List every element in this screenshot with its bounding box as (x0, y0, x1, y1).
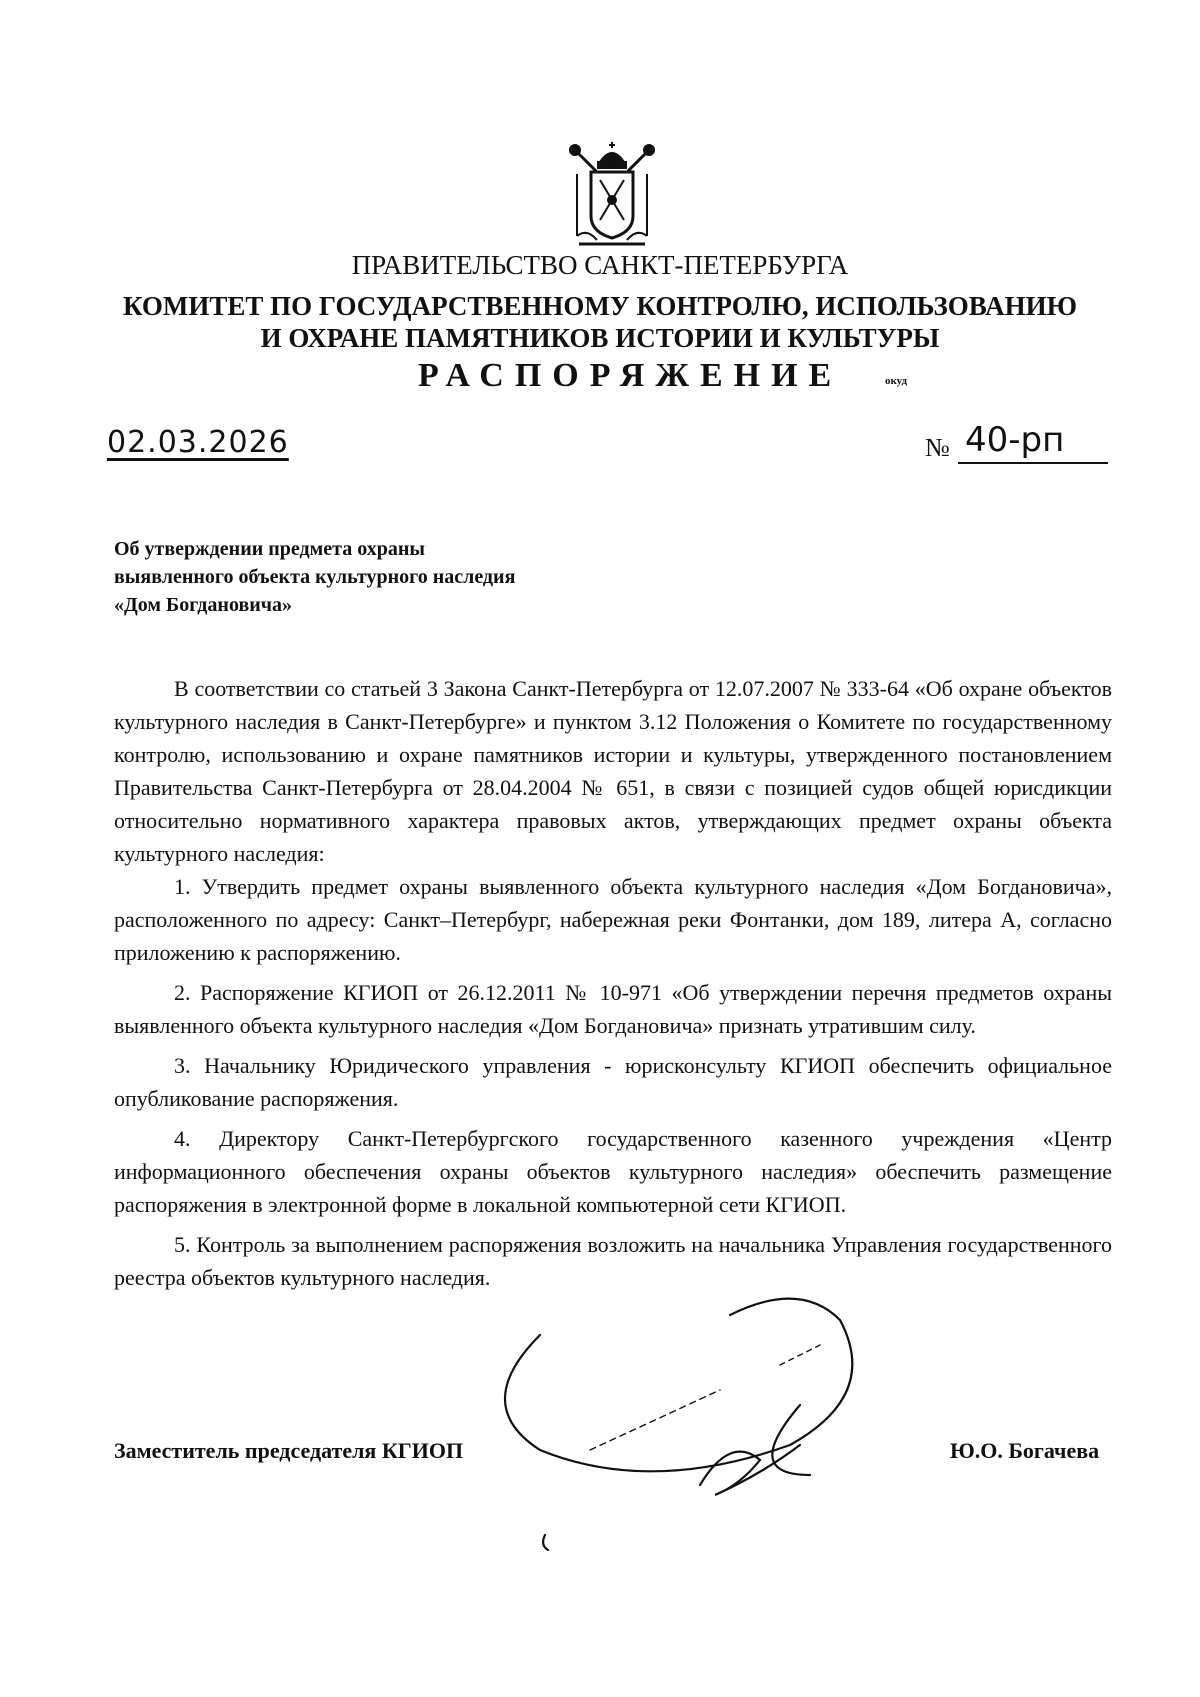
subject-line: Об утверждении предмета охраны (114, 538, 425, 560)
preamble-paragraph: В соответствии со статьей 3 Закона Санкт-Петербурга от 12.07.2007 № 333-64 «Об охране объектов культурного наследия в Санкт-Петербурге» и пунктом 3.12 Положения о Комитете по государственному контролю, использованию и охране памятников истории и культуры, утвержденного постановлением Правительства Санкт-Петербурга от 28.04.2004 № 651, в связи с позицией судов общей юрисдикции относительно нормативного характера правовых актов, утверждающих предмет охраны объекта культурного наследия: (114, 676, 1112, 866)
coat-of-arms-icon (567, 140, 657, 250)
document-date: 02.03.2026 (107, 425, 289, 460)
handwritten-signature (500, 1295, 920, 1585)
committee-title (0, 290, 1200, 354)
document-subject (114, 535, 515, 619)
committee-title-line2: И ОХРАНЕ ПАМЯТНИКОВ ИСТОРИИ И КУЛЬТУРЫ (260, 323, 940, 353)
number-label: № (925, 433, 950, 462)
committee-title-line1: КОМИТЕТ ПО ГОСУДАРСТВЕННОМУ КОНТРОЛЮ, ИСПОЛЬЗОВАНИЮ (123, 291, 1077, 321)
government-title: ПРАВИТЕЛЬСТВО САНКТ-ПЕТЕРБУРГА (351, 250, 849, 280)
order-item-1: 1. Утвердить предмет охраны выявленного объекта культурного наследия «Дом Богдановича», расположенного по адресу: Санкт–Петербург, набережная реки Фонтанки, дом 189, литера А, согласно приложению к распоряжению. (114, 874, 1112, 965)
order-item-2: 2. Распоряжение КГИОП от 26.12.2011 № 10-971 «Об утверждении перечня предметов охраны выявленного объекта культурного наследия «Дом Богдановича» признать утратившим силу. (114, 980, 1112, 1038)
number-underline (958, 462, 1108, 464)
subject-line: выявленного объекта культурного наследия (114, 566, 516, 588)
signer-title: Заместитель председателя КГИОП (114, 1438, 464, 1463)
subject-line: «Дом Богдановича» (114, 594, 293, 616)
document-body (114, 672, 1112, 1294)
order-item-4: 4. Директору Санкт-Петербургского государственного казенного учреждения «Центр информационного обеспечения охраны объектов культурного наследия» обеспечить размещение распоряжения в электронной форме в локальной компьютерной сети КГИОП. (114, 1126, 1112, 1217)
document-number: 40-рп (965, 420, 1065, 460)
document-type: РАСПОРЯЖЕНИЕ (418, 357, 843, 394)
order-item-3: 3. Начальнику Юридического управления - юрисконсульту КГИОП обеспечить официальное опубликование распоряжения. (114, 1053, 1112, 1111)
signer-name: Ю.О. Богачева (950, 1438, 1100, 1463)
okud-label: окуд (885, 375, 908, 387)
order-item-5: 5. Контроль за выполнением распоряжения возложить на начальника Управления государственного реестра объектов культурного наследия. (114, 1232, 1112, 1290)
